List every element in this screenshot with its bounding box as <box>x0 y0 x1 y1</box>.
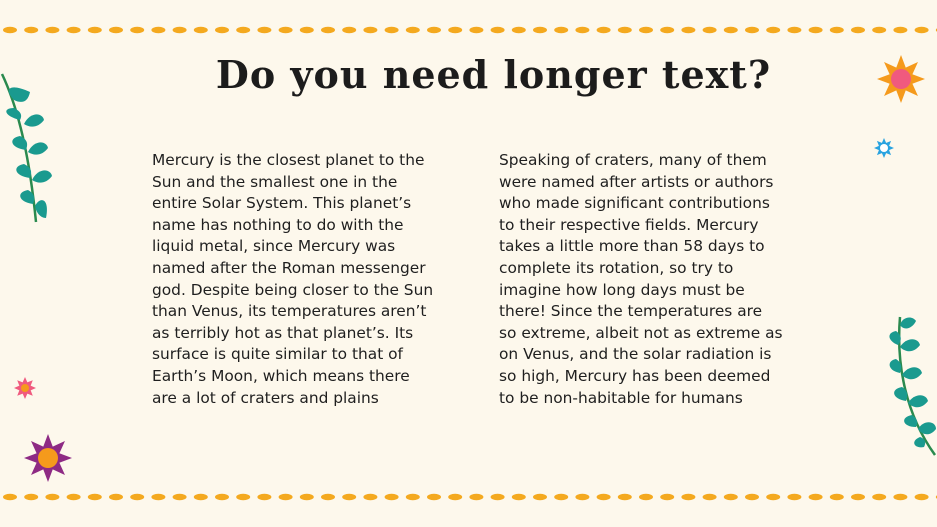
small-pink-flower-icon <box>13 376 37 400</box>
text-column-left: Mercury is the closest planet to the Sun and the smallest one in the entire Solar System. This planet’s name has nothing to do with the liquid metal, since Mercury was named after the Roman messenger god. Despite being closer to the Sun than Venus, its temperatures aren’t as terribly hot as that planet’s. Its surface is quite similar to that of Earth’s Moon, which means there are a lot of craters and plains <box>152 151 434 407</box>
zigzag-border-bottom <box>0 490 937 504</box>
leaf-branch-right-icon <box>880 315 937 465</box>
zigzag-border-top <box>0 23 937 37</box>
small-blue-flower-icon <box>873 137 895 159</box>
leaf-branch-left-icon <box>0 72 60 232</box>
purple-flower-icon <box>23 433 73 483</box>
sun-flower-icon <box>876 54 926 104</box>
text-column-right: Speaking of craters, many of them were named after artists or authors who made significant contributions to their respective fields. Mercury takes a little more than 58 days to complete its rotation, so try to imagine how long days must be there! Since the temperatures are so extreme, albeit not as extreme as on Venus, and the solar radiation is so high, Mercury has been deemed to be non-habitable for humans <box>499 151 783 407</box>
slide-title: Do you need longer text? <box>215 52 772 97</box>
